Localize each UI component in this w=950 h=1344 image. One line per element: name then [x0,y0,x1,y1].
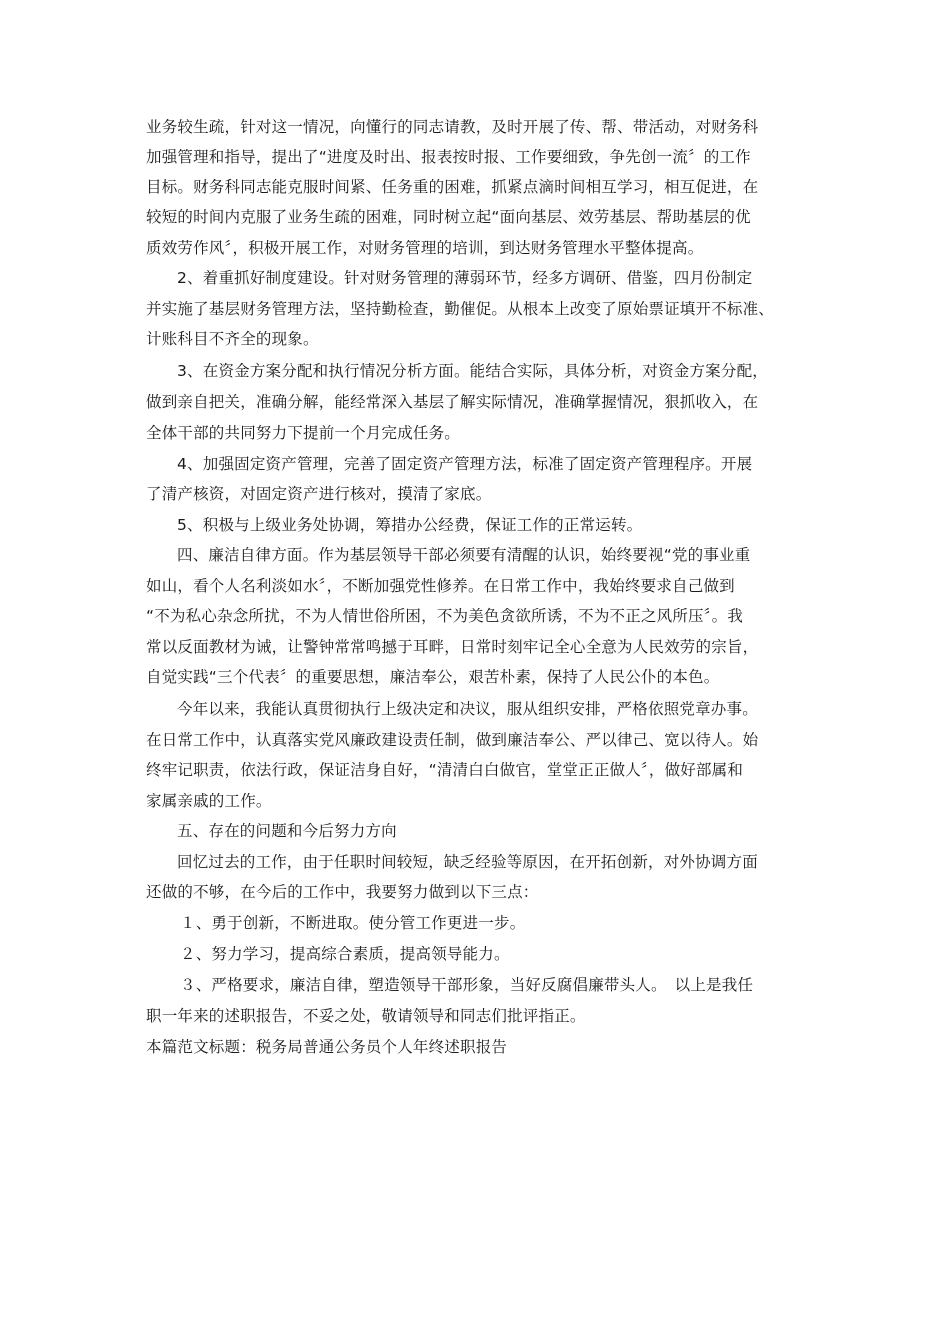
text-line: 自觉实践“三个代表〞的重要思想，廉洁奉公，艰苦朴素，保持了人民公仆的本色。 [146,668,720,686]
text-line: 目标。财务科同志能克服时间紧、任务重的困难，抓紧点滴时间相互学习，相互促进，在 [146,178,759,196]
text-line: 在日常工作中，认真落实党风廉政建设责任制，做到廉洁奉公、严以律己、宽以待人。始 [146,731,759,749]
list-item: ３、严格要求，廉洁自律，塑造领导干部形象，当好反腐倡廉带头人。 以上是我任 [180,976,754,994]
text-line: 终牢记职责，依法行政，保证洁身自好，“清清白白做官，堂堂正正做人〞，做好部属和 [146,761,744,779]
text-line: 2、着重抓好制度建设。针对财务管理的薄弱环节，经多方调研、借鉴，四月份制定 [177,269,753,287]
text-line: 加强管理和指导，提出了“进度及时出、报表按时报、工作要细致，争先创一流〞的工作 [146,148,751,166]
text-line: 如山，看个人名利淡如水〞，不断加强党性修养。在日常工作中，我始终要求自己做到 [146,577,735,595]
section-heading: 五、存在的问题和今后努力方向 [177,822,397,840]
text-line: 质效劳作风〞，积极开展工作，对财务管理的培训，到达财务管理水平整体提高。 [146,239,704,257]
text-line: 5、积极与上级业务处协调，筹措办公经费，保证工作的正常运转。 [177,516,643,534]
text-line: 3、在资金方案分配和执行情况分析方面。能结合实际，具体分析，对资金方案分配， [177,362,768,380]
text-line: 今年以来，我能认真贯彻执行上级决定和决议，服从组织安排，严格依照党章办事。 [177,700,758,718]
text-line: 家属亲戚的工作。 [146,792,272,810]
text-line: 常以反面教材为诫，让警钟常常鸣撼于耳畔，日常时刻牢记全心全意为人民效劳的宗旨， [146,638,759,656]
document-footer-title: 本篇范文标题：税务局普通公务员个人年终述职报告 [146,1038,508,1056]
text-line: 还做的不够，在今后的工作中，我要努力做到以下三点： [146,883,539,901]
text-line: 并实施了基层财务管理方法，坚持勤检查，勤催促。从根本上改变了原始票证填开不标准、 [146,300,775,318]
list-item: ２、努力学习，提高综合素质，提高领导能力。 [180,945,510,963]
list-item: １、勇于创新，不断进取。使分管工作更进一步。 [180,914,526,932]
text-line: 计账科目不齐全的现象。 [146,330,319,348]
text-line: 了清产核资，对固定资产进行核对，摸清了家底。 [146,485,492,503]
text-line: 4、加强固定资产管理，完善了固定资产管理方法，标准了固定资产管理程序。开展 [177,455,753,473]
text-line: “不为私心杂念所扰，不为人情世俗所困，不为美色贪欲所诱，不为不正之风所压〞。我 [146,607,744,625]
text-line: 全体干部的共同努力下提前一个月完成任务。 [146,424,461,442]
text-line: 业务较生疏，针对这一情况，向懂行的同志请教，及时开展了传、帮、带活动，对财务科 [146,118,759,136]
text-line: 较短的时间内克服了业务生疏的困难，同时树立起“面向基层、效劳基层、帮助基层的优 [146,208,751,226]
text-line: 四、廉洁自律方面。作为基层领导干部必须要有清醒的认识，始终要视“党的事业重 [177,546,751,564]
text-line: 做到亲自把关，准确分解，能经常深入基层了解实际情况，准确掌握情况，狠抓收入，在 [146,393,759,411]
text-line: 回忆过去的工作，由于任职时间较短，缺乏经验等原因，在开拓创新，对外协调方面 [177,853,758,871]
text-line: 职一年来的述职报告，不妥之处，敬请领导和同志们批评指正。 [146,1007,586,1025]
